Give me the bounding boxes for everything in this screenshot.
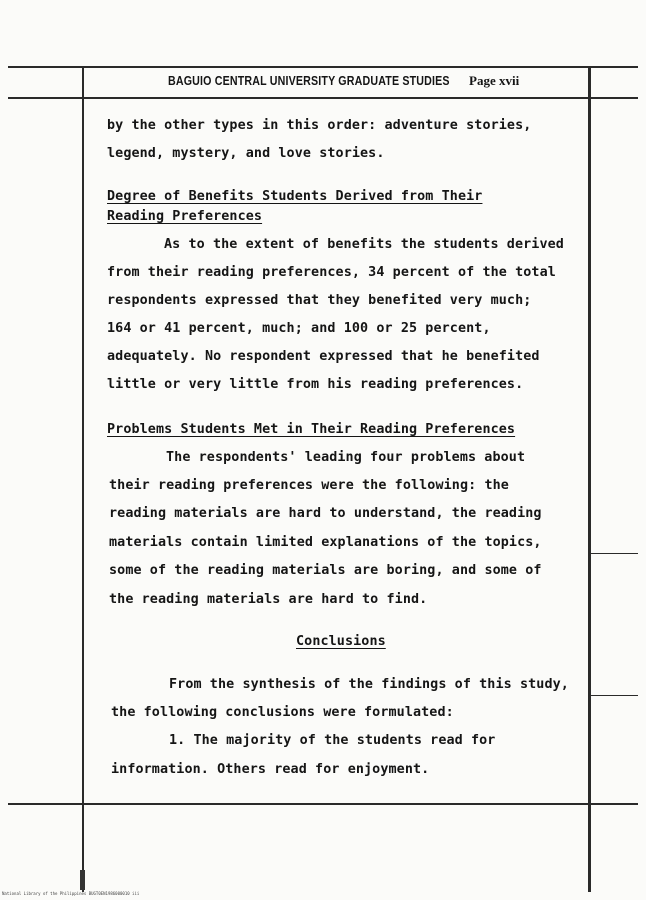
text-line: the following conclusions were formulated:	[111, 705, 454, 720]
text-line: little or very little from his reading preferences.	[107, 377, 524, 392]
text-line: From the synthesis of the findings of this study,	[169, 677, 569, 692]
page-number: Page xvii	[469, 73, 520, 88]
text-line: their reading preferences were the following: the	[109, 478, 509, 493]
text-line: reading materials are hard to understand, the reading	[109, 506, 542, 521]
section-heading: Problems Students Met in Their Reading Preferences	[107, 422, 516, 437]
text-line: legend, mystery, and love stories.	[107, 146, 385, 161]
text-line: As to the extent of benefits the students derived	[164, 237, 564, 252]
right-margin-line	[588, 66, 591, 892]
section-heading: Degree of Benefits Students Derived from Their	[107, 189, 483, 204]
text-line: from their reading preferences, 34 percent of the total	[107, 265, 556, 280]
page-header-title: BAGUIO CENTRAL UNIVERSITY GRADUATE STUDIES	[168, 73, 450, 88]
text-line: materials contain limited explanations of the topics,	[109, 535, 542, 550]
right-margin-rule-2	[590, 695, 638, 696]
text-line: some of the reading materials are boring, and some of	[109, 563, 542, 578]
top-rule	[8, 66, 638, 68]
text-line: 164 or 41 percent, much; and 100 or 25 percent,	[107, 321, 491, 336]
header-rule	[8, 97, 638, 99]
text-line: adequately. No respondent expressed that he benefited	[107, 349, 540, 364]
right-margin-rule	[590, 553, 638, 554]
bottom-rule	[8, 803, 638, 805]
left-margin-line	[82, 66, 84, 892]
scan-footer: National Library of the Philippines BUGT0EN1986000010 iii	[2, 891, 140, 896]
binding-mark	[80, 870, 85, 890]
text-line: by the other types in this order: adventure stories,	[107, 118, 532, 133]
section-heading: Reading Preferences	[107, 209, 263, 224]
list-item-line: 1. The majority of the students read for	[169, 733, 496, 748]
conclusions-heading: Conclusions	[296, 634, 386, 649]
text-line: respondents expressed that they benefited very much;	[107, 293, 532, 308]
list-item-line: information. Others read for enjoyment.	[111, 762, 430, 777]
text-line: the reading materials are hard to find.	[109, 592, 428, 607]
text-line: The respondents' leading four problems about	[166, 450, 526, 465]
